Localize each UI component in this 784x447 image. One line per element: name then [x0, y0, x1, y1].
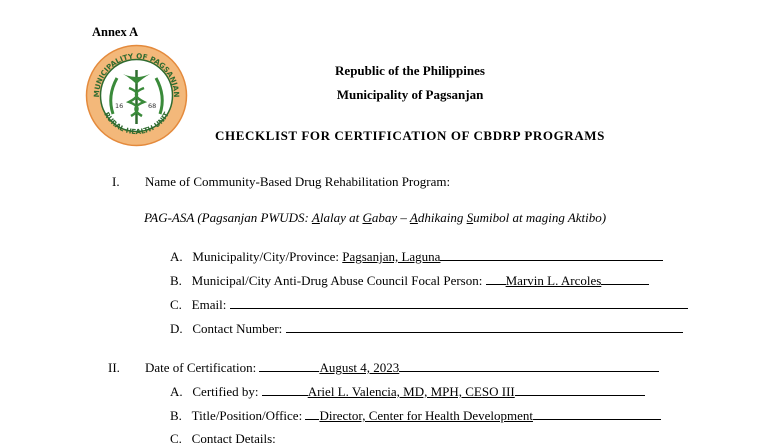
section-2-number: II. — [108, 360, 120, 375]
item-certified-by: A. Certified by: Ariel L. Valencia, MD, MPH, CESO III — [170, 384, 645, 400]
municipality-value: Pagsanjan, Laguna — [342, 249, 441, 264]
title-position-value: Director, Center for Health Development — [319, 408, 533, 423]
svg-text:16: 16 — [115, 102, 124, 110]
program-name: PAG-ASA (Pagsanjan PWUDS: Alalay at Gabay – Adhikaing Sumibol at maging Aktibo) — [144, 210, 607, 225]
item-municipality: A. Municipality/City/Province: Pagsanjan, Laguna — [170, 249, 663, 265]
certification-date-value: August 4, 2023 — [319, 360, 400, 375]
focal-person-value: Marvin L. Arcoles — [505, 273, 602, 288]
svg-text:RURAL HEALTH UNIT: RURAL HEALTH UNIT — [102, 110, 171, 137]
contact-number-blank-line — [286, 321, 683, 333]
svg-text:MUNICIPALITY OF PAGSANJAN: MUNICIPALITY OF PAGSANJAN — [91, 51, 182, 98]
section-2-date: Date of Certification: August 4, 2023 — [145, 360, 659, 376]
header-municipality: Municipality of Pagsanjan — [336, 87, 484, 102]
svg-text:68: 68 — [148, 102, 157, 110]
document-title: CHECKLIST FOR CERTIFICATION OF CBDRP PROGRAMS — [215, 128, 605, 143]
item-focal-person: B. Municipal/City Anti-Drug Abuse Council Focal Person: Marvin L. Arcoles — [170, 273, 649, 289]
annex-label: Annex A — [92, 25, 139, 39]
item-contact-number: D. Contact Number: — [170, 321, 683, 337]
section-1-number: I. — [112, 174, 120, 189]
item-title-position: B. Title/Position/Office: Director, Center for Health Development — [170, 408, 661, 424]
header-republic: Republic of the Philippines — [335, 63, 485, 78]
item-contact-details: C. Contact Details: — [170, 431, 276, 446]
section-1-label: Name of Community-Based Drug Rehabilitation Program: — [145, 174, 451, 189]
item-email: C. Email: — [170, 297, 688, 313]
certified-by-value: Ariel L. Valencia, MD, MPH, CESO III — [307, 384, 515, 399]
email-blank-line — [230, 297, 688, 309]
